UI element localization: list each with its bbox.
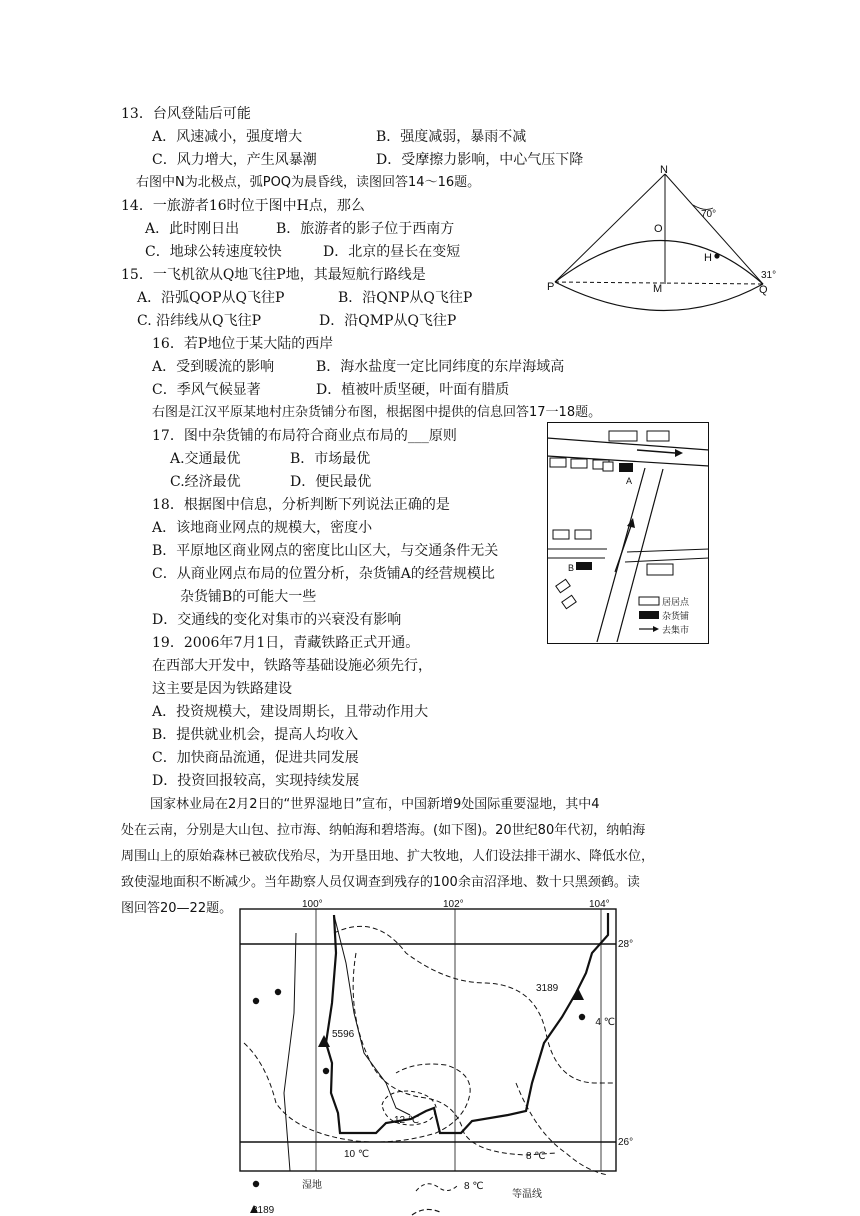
q18-option-d: D．交通线的变化对集市的兴衰没有影响	[152, 612, 402, 628]
wetland-isotherm-map	[236, 893, 638, 1216]
house	[553, 530, 569, 539]
house	[575, 530, 591, 539]
q19-option-b: B．提供就业机会，提高人均收入	[152, 727, 359, 743]
label-latitude: 31°	[761, 270, 777, 281]
label-lon-102: 102°	[443, 899, 464, 910]
q16-option-b: B．海水盐度一定比同纬度的东岸海域高	[316, 359, 565, 375]
q19-option-a: A．投资规模大，建设周期长，且带动作用大	[152, 704, 429, 720]
label-o: O	[654, 223, 663, 235]
q16-stem: 16．若P地位于某大陆的西岸	[152, 336, 334, 352]
q17-option-d: D．便民最优	[290, 474, 372, 490]
label-peak-5596: 5596	[332, 1029, 355, 1040]
label-h: H	[704, 252, 712, 264]
q13-option-a: A．风速减小，强度增大	[152, 129, 303, 145]
meridian-np	[555, 174, 665, 282]
q18-option-c-line1: C．从商业网点布局的位置分析，杂货铺A的经营规模比	[152, 566, 495, 582]
label-iso-8: 8 ℃	[526, 1151, 546, 1162]
legend-peak-label: 3189	[252, 1205, 275, 1216]
point-h	[714, 253, 719, 258]
shop-distribution-map	[547, 422, 709, 644]
passage-line-2: 处在云南，分别是大山包、拉市海、纳帕海和碧塔海。(如下图)。20世纪80年代初，纳帕海	[121, 823, 646, 838]
label-lon-104: 104°	[589, 899, 610, 910]
q13-option-b: B．强度减弱，暴雨不减	[376, 129, 527, 145]
passage-line-1: 国家林业局在2月2日的“世界湿地日”宣布，中国新增9处国际重要湿地，其中4	[150, 797, 600, 812]
q18-option-b: B．平原地区商业网点的密度比山区大，与交通条件无关	[152, 543, 499, 559]
legend-house-label: 居居点	[662, 597, 690, 607]
label-lon-100: 100°	[302, 899, 323, 910]
label-a: A	[626, 476, 633, 486]
q13-stem: 13．台风登陆后可能	[121, 106, 251, 122]
q17-option-b: B．市场最优	[290, 451, 371, 467]
label-n: N	[660, 164, 668, 176]
wetland-dot	[253, 998, 259, 1004]
meridian-nq	[665, 174, 763, 284]
label-peak-3189: 3189	[536, 983, 559, 994]
q14-option-d: D．北京的昼长在变短	[323, 244, 461, 260]
legend-isotherm-value: 8 ℃	[464, 1181, 484, 1192]
house	[603, 462, 613, 471]
q15-option-d: D．沿QMP从Q飞往P	[319, 313, 457, 329]
q15-stem: 15．一飞机欲从Q地飞往P地，其最短航行路线是	[121, 267, 426, 283]
wetland-dot	[323, 1068, 329, 1074]
q17-option-a: A.交通最优	[170, 451, 241, 467]
house	[550, 458, 566, 467]
label-m: M	[653, 283, 663, 295]
shop-b	[576, 562, 592, 570]
legend-shop-swatch	[639, 611, 659, 619]
q19-option-c: C．加快商品流通，促进共同发展	[152, 750, 359, 766]
q16-option-c: C．季风气候显著	[152, 382, 261, 398]
q18-option-a: A．该地商业网点的规模大，密度小	[152, 520, 373, 536]
intro-17-18: 右图是江汉平原某地村庄杂货铺分布图，根据图中提供的信息回答17一18题。	[152, 405, 602, 420]
q14-option-a: A．此时刚日出	[145, 221, 240, 237]
label-p: P	[547, 281, 555, 293]
q14-option-b: B．旅游者的影子位于西南方	[276, 221, 455, 237]
legend-wetland-icon	[253, 1181, 259, 1187]
wetland-dot	[275, 989, 281, 995]
intro-14-16: 右图中N为北极点，弧POQ为晨昏线，读图回答14～16题。	[136, 175, 481, 190]
legend-shop-label: 杂货铺	[662, 611, 690, 621]
q19-stem-line3: 这主要是因为铁路建设	[152, 681, 292, 697]
legend-market-label: 去集市	[662, 625, 690, 635]
terminator-diagram	[545, 160, 795, 325]
q19-option-d: D．投资回报较高，实现持续发展	[152, 773, 360, 789]
q16-option-d: D．植被叶质坚硬，叶面有腊质	[316, 382, 510, 398]
legend-boundary-line	[412, 1209, 442, 1215]
shop-a	[619, 463, 633, 472]
house	[609, 431, 637, 441]
q19-stem: 19．2006年7月1日，青藏铁路正式开通。	[152, 635, 420, 651]
passage-line-5: 图回答20—22题。	[121, 901, 233, 916]
legend-isotherm-line	[416, 1184, 458, 1191]
house	[647, 431, 669, 441]
q15-option-a: A．沿弧QOP从Q飞往P	[137, 290, 285, 306]
label-iso-12: 12 ℃	[394, 1115, 420, 1126]
legend-wetland-label: 湿地	[302, 1180, 322, 1191]
label-angle: 70°	[701, 209, 717, 220]
legend-isotherm-label: 等温线	[512, 1189, 542, 1200]
q15-option-c: C. 沿纬线从Q飞往P	[137, 313, 262, 329]
q18-option-c-line2: 杂货铺B的可能大一些	[180, 589, 317, 605]
q19-stem-line2: 在西部大开发中，铁路等基础设施必须先行，	[152, 658, 432, 674]
q13-option-d: D．受摩擦力影响，中心气压下降	[376, 152, 584, 168]
label-iso-10: 10 ℃	[344, 1149, 370, 1160]
q17-stem: 17．图中杂货铺的布局符合商业点布局的___原则	[152, 428, 457, 444]
label-q: Q	[759, 284, 768, 296]
label-iso-4: 4 ℃	[595, 1017, 615, 1028]
q14-option-c: C．地球公转速度较快	[145, 244, 282, 260]
wetland-dot	[579, 1014, 585, 1020]
q15-option-b: B．沿QNP从Q飞往P	[338, 290, 473, 306]
house	[571, 459, 587, 468]
label-b: B	[568, 563, 575, 573]
q17-option-c: C.经济最优	[170, 474, 241, 490]
q16-option-a: A．受到暖流的影响	[152, 359, 275, 375]
passage-line-3: 周围山上的原始森林已被砍伐殆尽，为开垦田地、扩大牧地，人们设法排干湖水、降低水位，	[121, 849, 655, 864]
label-lat-26: 26°	[618, 1137, 634, 1148]
q14-stem: 14．一旅游者16时位于图中H点，那么	[121, 198, 365, 214]
map-frame	[240, 909, 616, 1171]
arc-poq	[555, 240, 763, 284]
house	[647, 564, 673, 575]
passage-line-4: 致使湿地面积不断减少。当年勘察人员仅调查到残存的100余亩沼泽地、数十只黑颈鹤。读	[121, 875, 640, 890]
q13-option-c: C．风力增大，产生风暴潮	[152, 152, 317, 168]
legend-house-swatch	[639, 597, 659, 605]
label-lat-28: 28°	[618, 939, 634, 950]
q18-stem: 18．根据图中信息，分析判断下列说法正确的是	[152, 497, 450, 513]
